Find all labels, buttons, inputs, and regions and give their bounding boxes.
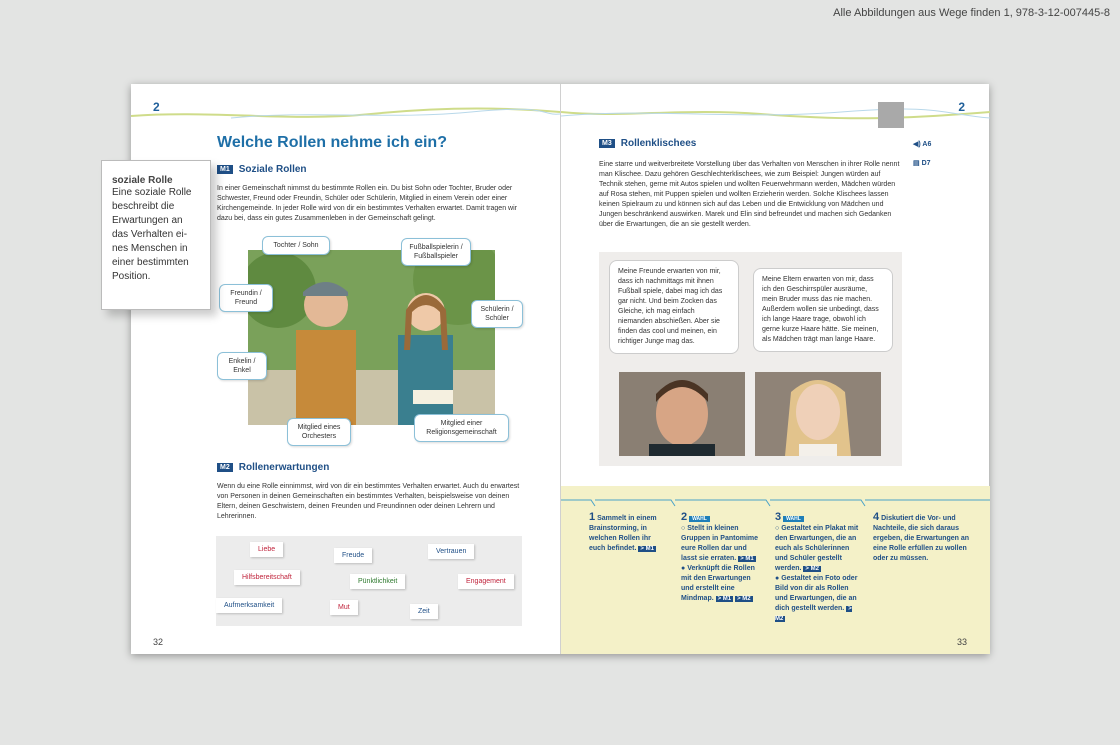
bubble-orchester: Mitglied eines Orchesters	[287, 418, 351, 446]
speech-area	[599, 252, 902, 466]
task-3-number: 3	[775, 511, 782, 523]
portrait-elin-illustration	[755, 372, 881, 456]
task-1-ref[interactable]: > M1	[640, 546, 654, 552]
task-3-ref-a[interactable]: > M2	[805, 566, 819, 572]
teens-photo	[248, 250, 495, 425]
task-section	[561, 486, 990, 654]
page-number-right: 33	[956, 637, 967, 647]
teens-photo-illustration	[248, 250, 495, 425]
task-4	[873, 512, 973, 564]
page-number-left: 32	[153, 637, 164, 647]
word-puenktlichkeit: Pünktlichkeit	[350, 574, 405, 589]
m2-text: Wenn du eine Rolle einnimmst, wird von dir ein bestimmtes Verhalten erwartet. Auch du erwartest von Personen in deinen Gemeinschaften ein bestimmtes Verhalten, beispielsweise von deinen Eltern, deinen Geschwistern, deinen Freunden und Freundinnen oder deinen Lehrern und Lehrerinnen.	[217, 483, 520, 520]
right-page	[560, 84, 989, 654]
bubble-schuelerin: Schülerin / Schüler	[471, 300, 523, 328]
wave-decoration-right	[561, 102, 990, 126]
m3-tag: M3	[599, 139, 615, 148]
m3-heading	[599, 138, 696, 149]
book-spread	[131, 84, 989, 654]
task-1	[589, 512, 659, 554]
task-3-option-a-text: Gestaltet ein Plakat mit den Erwartungen, die an euch als Schülerinnen und Schüler gestellt werden.	[775, 525, 859, 572]
bubble-enkelin: Enkelin / Enkel	[217, 352, 267, 380]
bubble-fussball: Fußballspielerin / Fußballspieler	[401, 238, 471, 266]
task-2-ref-b2[interactable]: > M2	[737, 596, 751, 602]
gray-marker	[878, 102, 904, 128]
word-hilfsbereitschaft: Hilfsbereitschaft	[234, 570, 300, 585]
task-2	[681, 512, 761, 604]
bubble-tochter-sohn: Tochter / Sohn	[262, 236, 330, 255]
m1-text: In einer Gemeinschaft nimmst du bestimmte Rollen ein. Du bist Sohn oder Tochter, Bruder oder Schwester, Freund oder Freundin, Schüler oder Schülerin, Mitglied in einem Verein oder einer Kirchengemeinde. In jeder Rolle wird von dir ein bestimmtes Verhalten erwartet. Damit tragen wir dazu bei, dass ein gutes Zusammenleben in der Gemeinschaft gelingt.	[217, 185, 517, 222]
m2-tag: M2	[217, 463, 233, 472]
bubble-religion: Mitglied einer Religionsgemeinschaft	[414, 414, 509, 442]
bubble-freundin: Freundin / Freund	[219, 284, 273, 312]
task-3-option-a: ○	[775, 525, 782, 532]
task-3-wahl-badge: WAHL	[783, 516, 804, 522]
task-2-number: 2	[681, 511, 688, 523]
task-3-ref-b[interactable]: > M2	[775, 606, 852, 622]
word-mut: Mut	[330, 600, 358, 615]
doc-ref[interactable]	[913, 159, 931, 167]
glossary-note	[101, 160, 211, 310]
m3-text: Eine starre und weitverbreitete Vorstellung über das Verhalten von Menschen in ihrer Rolle nennt man Klischee. Dazu gehören Geschlechterklischees, wie zum Beispiel: Jungen würden auf Technik stehen, gerne mit Autos spielen und wollten Feuerwehrmann werden, Mädchen würden auf Rosa stehen, mit Puppen spielen und wollten Erzieherin werden. Solche Klischees lassen keinen Spielraum zu und können sich auf das Leben und die Entwicklung von Mädchen und Jungen beschränkend auswirken. Marek und Elin sind befreundet und machen sich Gedanken über die Erwartungen, die an sie gestellt werden.	[599, 161, 900, 228]
document-icon: ▤	[913, 160, 920, 167]
portrait-elin	[755, 372, 881, 456]
task-2-ref-a[interactable]: > M1	[740, 556, 754, 562]
audio-ref-label: A6	[922, 141, 932, 148]
speech-marek: Meine Freunde erwarten von mir, dass ich nachmittags mit ihnen Fußball spiele, dabei mag ich das gar nicht. Und beim Zocken das Gleiche, ich mag einfach niemanden abschießen. Aber sie finden das cool und meinen, ein richtiger Junge mag das.	[609, 260, 739, 354]
m1-heading-text: Soziale Rollen	[238, 164, 307, 175]
glossary-definition: Eine soziale Rolle beschreibt die Erwartungen an das Verhalten ei-nes Menschen in einer bestimmten Position.	[112, 187, 192, 282]
portrait-marek-illustration	[619, 372, 745, 456]
m2-heading-text: Rollenerwartungen	[238, 462, 330, 473]
task-2-wahl-badge: WAHL	[689, 516, 710, 522]
m2-heading	[217, 462, 329, 473]
task-2-option-a-text: Stellt in kleinen Gruppen in Pantomime eure Rollen dar und lasst sie erraten.	[681, 525, 759, 562]
wave-decoration	[131, 102, 560, 126]
task-connector-lines	[561, 486, 990, 510]
chapter-number-right: 2	[958, 100, 965, 114]
task-4-text: Diskutiert die Vor- und Nachteile, die sich daraus ergeben, die Erwartungen an eine Rolle erfüllen zu wollen oder zu müssen.	[873, 515, 970, 562]
task-2-option-b: ●	[681, 565, 688, 572]
task-3-option-b: ●	[775, 575, 782, 582]
task-2-ref-b1[interactable]: > M1	[717, 596, 732, 602]
audio-ref[interactable]	[913, 140, 931, 148]
m1-tag: M1	[217, 165, 233, 174]
m3-heading-text: Rollenklischees	[620, 138, 697, 149]
image-credit: Alle Abbildungen aus Wege finden 1, 978-3-12-007445-8	[833, 7, 1110, 19]
doc-ref-label: D7	[921, 160, 931, 167]
m1-heading	[217, 164, 307, 175]
word-vertrauen: Vertrauen	[428, 544, 474, 559]
word-zeit: Zeit	[410, 604, 438, 619]
task-3-option-b-text: Gestaltet ein Foto oder Bild von dir als Rollen und Erwartungen, die an dich gestellt werden.	[775, 575, 858, 612]
page-title: Welche Rollen nehme ich ein?	[217, 134, 447, 151]
word-aufmerksamkeit: Aufmerksamkeit	[216, 598, 282, 613]
task-1-number: 1	[589, 511, 596, 523]
portrait-marek	[619, 372, 745, 456]
speaker-icon: ◀)	[913, 141, 921, 148]
task-2-option-a: ○	[681, 525, 688, 532]
task-4-number: 4	[873, 511, 880, 523]
word-liebe: Liebe	[250, 542, 283, 557]
glossary-term: soziale Rolle	[112, 175, 173, 186]
task-1-text: Sammelt in einem Brainstorming, in welchen Rollen ihr euch befindet.	[589, 515, 657, 552]
word-engagement: Engagement	[458, 574, 514, 589]
chapter-number: 2	[153, 100, 160, 114]
task-2-option-b-text: Verknüpft die Rollen mit den Erwartungen und erstellt eine Mindmap.	[681, 565, 755, 602]
word-freude: Freude	[334, 548, 372, 563]
speech-elin: Meine Eltern erwarten von mir, dass ich den Geschirrspüler ausräume, mein Bruder muss das nie machen. Außerdem wollen sie unbedingt, dass ich lange Haare trage, obwohl ich gerne kurze Haare hätte. Sie meinen, als Mädchen trägt man lange Haare.	[753, 268, 893, 352]
task-3	[775, 512, 859, 624]
word-board	[216, 536, 522, 626]
